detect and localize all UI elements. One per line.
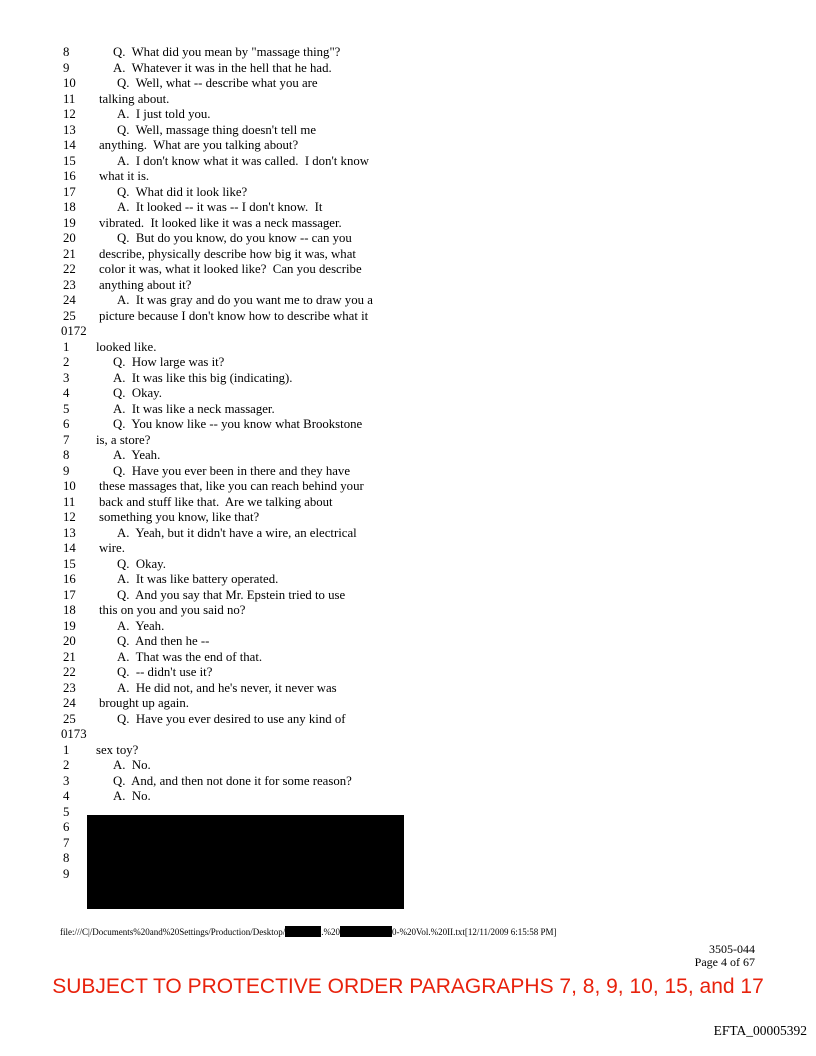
line-number: 8	[63, 448, 70, 462]
line-text: this on you and you said no?	[99, 603, 246, 617]
line-text: A. It was gray and do you want me to draw you a	[117, 293, 373, 307]
transcript-line	[0, 154, 816, 170]
line-number: 21	[63, 246, 76, 261]
file-path-part-3: 0-%20Vol.%20II.txt[12/11/2009 6:15:58 PM]	[392, 927, 557, 937]
line-text: Q. What did it look like?	[117, 184, 248, 199]
line-number: 1	[63, 339, 70, 354]
line-text: A. No.	[113, 758, 151, 772]
line-number: 17	[63, 587, 76, 602]
transcript-line	[0, 293, 816, 309]
line-number: 16	[63, 169, 76, 183]
line-text: Q. -- didn't use it?	[117, 665, 213, 679]
transcript-line	[0, 557, 816, 573]
line-number: 8	[63, 851, 70, 865]
line-number: 14	[63, 138, 76, 152]
line-number: 3	[63, 773, 70, 788]
line-number: 25	[63, 308, 76, 323]
line-text: Q. Have you ever been in there and they have	[113, 463, 350, 478]
line-number: 10	[63, 76, 76, 90]
line-number: 2	[63, 758, 70, 772]
transcript-line	[0, 324, 816, 340]
redaction-inline	[285, 926, 321, 937]
line-number: 15	[63, 556, 76, 571]
transcript-line	[0, 727, 816, 743]
line-text: A. I don't know what it was called. I don't know	[117, 153, 369, 168]
line-number: 21	[63, 649, 76, 664]
transcript-line	[0, 789, 816, 805]
transcript-line	[0, 541, 816, 557]
transcript-line	[0, 696, 816, 712]
transcript-line	[0, 712, 816, 728]
line-number: 22	[63, 262, 76, 276]
line-number: 4	[63, 789, 70, 803]
bates-number: EFTA_00005392	[713, 1023, 807, 1038]
line-number: 6	[63, 820, 70, 834]
line-number: 9	[63, 463, 70, 478]
line-text: Q. And, and then not done it for some reason?	[113, 773, 352, 788]
line-number: 24	[63, 293, 76, 307]
transcript-line	[0, 262, 816, 278]
page-number: Page 4 of 67	[694, 955, 755, 969]
line-text: talking about.	[99, 91, 170, 106]
line-text: something you know, like that?	[99, 510, 260, 524]
transcript-line	[0, 107, 816, 123]
transcript-line	[0, 634, 816, 650]
transcript-line	[0, 247, 816, 263]
transcript-line	[0, 169, 816, 185]
transcript-line	[0, 76, 816, 92]
line-number: 8	[63, 45, 70, 59]
line-text: Q. How large was it?	[113, 355, 225, 369]
redaction-block	[87, 815, 404, 909]
line-text: is, a store?	[96, 432, 151, 447]
line-number: 19	[63, 618, 76, 633]
transcript-line	[0, 92, 816, 108]
line-number: 7	[63, 432, 70, 447]
line-text: Q. But do you know, do you know -- can you	[117, 231, 352, 245]
transcript-line	[0, 340, 816, 356]
transcript-line	[0, 510, 816, 526]
line-text: vibrated. It looked like it was a neck massager.	[99, 215, 342, 230]
line-text: A. No.	[113, 789, 151, 803]
line-number: 4	[63, 386, 70, 400]
page-marker: 0173	[61, 727, 87, 741]
page-marker: 0172	[61, 324, 87, 338]
line-text: A. I just told you.	[117, 107, 211, 121]
line-number: 19	[63, 215, 76, 230]
line-text: back and stuff like that. Are we talking about	[99, 494, 333, 509]
transcript-line	[0, 588, 816, 604]
line-text: A. It was like this big (indicating).	[113, 370, 293, 385]
transcript-line	[0, 216, 816, 232]
line-number: 10	[63, 479, 76, 493]
transcript-line	[0, 681, 816, 697]
transcript-line	[0, 386, 816, 402]
line-text: A. Yeah, but it didn't have a wire, an electrical	[117, 525, 357, 540]
line-number: 22	[63, 665, 76, 679]
transcript-line	[0, 200, 816, 216]
line-text: A. He did not, and he's never, it never was	[117, 680, 337, 695]
line-number: 11	[63, 91, 76, 106]
line-text: Q. What did you mean by "massage thing"?	[113, 45, 341, 59]
line-text: A. It was like battery operated.	[117, 572, 279, 586]
file-path-footer	[60, 926, 557, 938]
line-number: 9	[63, 866, 70, 881]
line-number: 16	[63, 572, 76, 586]
line-number: 20	[63, 231, 76, 245]
line-number: 6	[63, 417, 70, 431]
transcript-line	[0, 665, 816, 681]
line-number: 20	[63, 634, 76, 648]
line-text: A. It looked -- it was -- I don't know. It	[117, 200, 323, 214]
document-number: 3505-044	[709, 942, 755, 956]
line-number: 5	[63, 804, 70, 819]
line-number: 9	[63, 60, 70, 75]
line-number: 3	[63, 370, 70, 385]
line-text: what it is.	[99, 169, 150, 183]
transcript-line	[0, 464, 816, 480]
line-number: 18	[63, 200, 76, 214]
page-info	[695, 943, 755, 969]
transcript-line	[0, 479, 816, 495]
line-number: 11	[63, 494, 76, 509]
line-text: Q. Okay.	[113, 386, 162, 400]
line-text: A. That was the end of that.	[117, 649, 263, 664]
line-text: anything about it?	[99, 277, 192, 292]
transcript-line	[0, 185, 816, 201]
line-number: 23	[63, 277, 76, 292]
line-number: 17	[63, 184, 76, 199]
transcript-line	[0, 448, 816, 464]
transcript-line	[0, 526, 816, 542]
line-text: wire.	[99, 541, 125, 555]
transcript-line	[0, 45, 816, 61]
line-text: Q. Well, massage thing doesn't tell me	[117, 122, 317, 137]
line-text: A. Whatever it was in the hell that he had.	[113, 60, 332, 75]
line-text: looked like.	[96, 339, 157, 354]
line-number: 15	[63, 153, 76, 168]
line-text: sex toy?	[96, 742, 139, 757]
line-text: Q. And then he --	[117, 634, 210, 648]
line-text: brought up again.	[99, 696, 189, 710]
line-text: these massages that, like you can reach behind your	[99, 479, 364, 493]
line-text: A. Yeah.	[113, 448, 161, 462]
file-path-part-2: .%20	[321, 927, 341, 937]
transcript-body	[0, 45, 816, 882]
line-text: Q. Well, what -- describe what you are	[117, 76, 318, 90]
line-number: 14	[63, 541, 76, 555]
line-number: 25	[63, 711, 76, 726]
line-number: 12	[63, 107, 76, 121]
line-number: 2	[63, 355, 70, 369]
line-text: describe, physically describe how big it was, what	[99, 246, 356, 261]
line-text: color it was, what it looked like? Can you describe	[99, 262, 362, 276]
transcript-line	[0, 650, 816, 666]
redaction-inline	[340, 926, 392, 937]
line-text: Q. And you say that Mr. Epstein tried to use	[117, 587, 346, 602]
transcript-line	[0, 417, 816, 433]
transcript-line	[0, 572, 816, 588]
transcript-line	[0, 619, 816, 635]
transcript-line	[0, 309, 816, 325]
transcript-line	[0, 758, 816, 774]
line-number: 23	[63, 680, 76, 695]
line-number: 13	[63, 122, 76, 137]
transcript-line	[0, 371, 816, 387]
transcript-line	[0, 603, 816, 619]
line-text: anything. What are you talking about?	[99, 138, 299, 152]
transcript-line	[0, 278, 816, 294]
transcript-line	[0, 774, 816, 790]
line-number: 5	[63, 401, 70, 416]
transcript-line	[0, 138, 816, 154]
transcript-line	[0, 495, 816, 511]
transcript-line	[0, 61, 816, 77]
transcript-line	[0, 433, 816, 449]
transcript-line	[0, 123, 816, 139]
line-number: 13	[63, 525, 76, 540]
line-number: 7	[63, 835, 70, 850]
line-number: 12	[63, 510, 76, 524]
line-text: Q. Okay.	[117, 556, 166, 571]
line-number: 24	[63, 696, 76, 710]
line-text: Q. Have you ever desired to use any kind of	[117, 711, 346, 726]
line-number: 18	[63, 603, 76, 617]
line-number: 1	[63, 742, 70, 757]
line-text: A. Yeah.	[117, 618, 165, 633]
transcript-line	[0, 355, 816, 371]
transcript-line	[0, 402, 816, 418]
line-text: A. It was like a neck massager.	[113, 401, 275, 416]
line-text: Q. You know like -- you know what Brookstone	[113, 417, 363, 431]
transcript-line	[0, 231, 816, 247]
line-text: picture because I don't know how to describe what it	[99, 308, 369, 323]
transcript-line	[0, 743, 816, 759]
protective-order-notice: SUBJECT TO PROTECTIVE ORDER PARAGRAPHS 7, 8, 9, 10, 15, and 17	[52, 975, 764, 998]
file-path-part-1: file:///C|/Documents%20and%20Settings/Production/Desktop/	[60, 927, 286, 937]
